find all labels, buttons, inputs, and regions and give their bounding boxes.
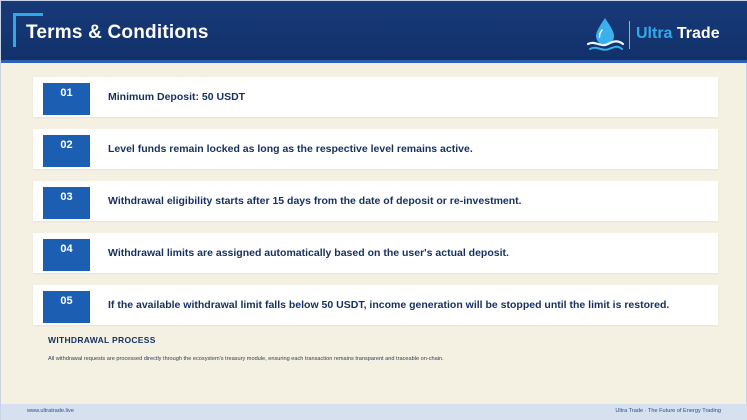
footer-tagline: Ultra Trade · The Future of Energy Trading xyxy=(615,408,721,414)
logo-wordmark xyxy=(636,25,720,43)
term-text: If the available withdrawal limit falls below 50 USDT, income generation will be stopped until the limit is restored. xyxy=(108,299,670,311)
withdrawal-process-heading: WITHDRAWAL PROCESS xyxy=(48,335,156,345)
term-number: 05 xyxy=(43,291,90,323)
footer-bar xyxy=(1,404,747,420)
term-number: 02 xyxy=(43,135,90,167)
logo-ultra-text: Ultra xyxy=(636,25,673,42)
logo-trade-text: Trade xyxy=(676,25,720,42)
term-item xyxy=(33,181,718,221)
term-item xyxy=(33,129,718,169)
logo xyxy=(585,15,737,55)
logo-divider xyxy=(629,21,630,49)
page-title: Terms & Conditions xyxy=(26,22,209,43)
footer-website: www.ultratrade.live xyxy=(27,408,74,414)
term-text: Withdrawal eligibility starts after 15 days from the date of deposit or re-investment. xyxy=(108,195,522,207)
withdrawal-process-body: All withdrawal requests are processed directly through the ecosystem's treasury module, ensuring each transaction remains transparent and traceable on-chain. xyxy=(48,356,444,362)
term-text: Level funds remain locked as long as the respective level remains active. xyxy=(108,143,473,155)
term-number: 03 xyxy=(43,187,90,219)
term-text: Withdrawal limits are assigned automatically based on the user's actual deposit. xyxy=(108,247,509,259)
term-number: 04 xyxy=(43,239,90,271)
header-bar xyxy=(1,1,747,63)
water-drop-icon xyxy=(585,15,625,55)
term-number: 01 xyxy=(43,83,90,115)
term-item xyxy=(33,77,718,117)
term-item xyxy=(33,285,718,325)
term-item xyxy=(33,233,718,273)
term-text: Minimum Deposit: 50 USDT xyxy=(108,91,246,103)
